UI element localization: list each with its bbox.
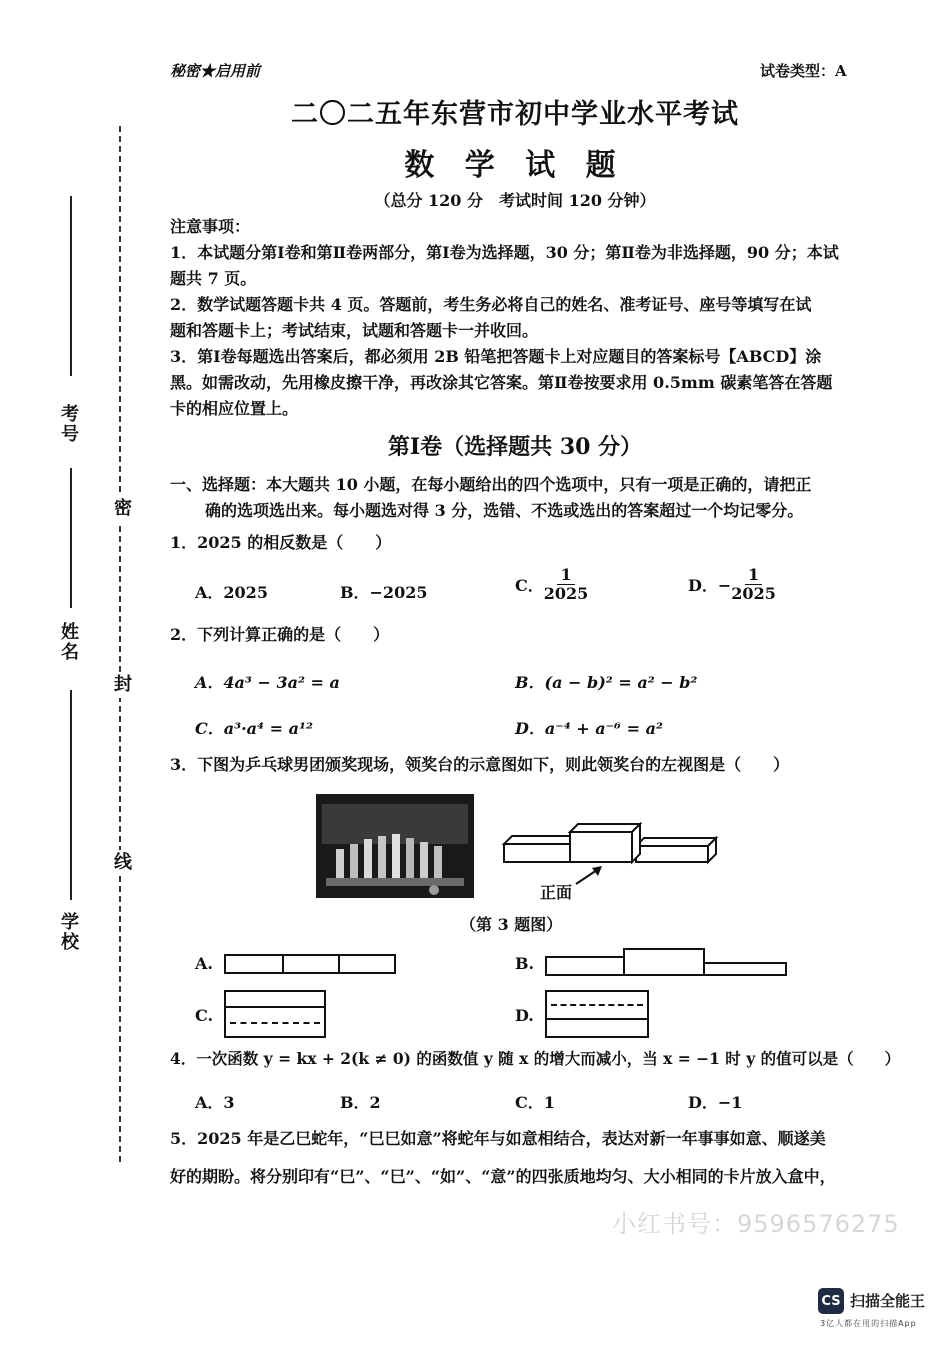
binding-label-feng: 封 xyxy=(111,674,132,694)
exam-no-label: 考号 xyxy=(58,404,79,444)
confidential-label: 秘密★启用前 xyxy=(170,62,261,80)
binding-label-xian: 线 xyxy=(111,852,132,872)
note-3-line-3: 卡的相应位置上。 xyxy=(170,399,299,418)
note-3-line-1: 3．第Ⅰ卷每题选出答案后，都必须用 2B 铅笔把答题卡上对应题目的答案标号【ABCD】涂 xyxy=(170,347,822,366)
q4-option-b: B．2 xyxy=(340,1093,381,1112)
q1-option-b: B．−2025 xyxy=(340,583,428,602)
q3-option-d: D. xyxy=(515,1006,534,1025)
note-1-line-1: 1．本试题分第Ⅰ卷和第Ⅱ卷两部分，第Ⅰ卷为选择题，30 分；第Ⅱ卷为非选择题，90 分；本试 xyxy=(170,243,839,262)
q1-option-d xyxy=(688,566,776,603)
q2-option-d: D．a⁻⁴ + a⁻⁶ = a² xyxy=(515,719,663,738)
note-1-line-2: 题共 7 页。 xyxy=(170,269,257,288)
part-1-instructions-line-1: 一、选择题：本大题共 10 小题，在每小题给出的四个选项中，只有一项是正确的，请把正 xyxy=(170,475,812,494)
binding-label-mi: 密 xyxy=(111,498,132,518)
q3-figure-caption: （第 3 题图） xyxy=(460,915,563,934)
q4-stem: 4．一次函数 y = kx + 2(k ≠ 0) 的函数值 y 随 x 的增大而减小，当 x = −1 时 y 的值可以是（ ） xyxy=(170,1049,901,1068)
q1-option-d-denominator: 2025 xyxy=(731,584,776,603)
q1-option-d-numerator: 1 xyxy=(745,566,762,585)
q3-option-d-figure xyxy=(545,990,649,1038)
paper-type-label: 试卷类型：A xyxy=(760,62,847,80)
subject-title: 数 学 试 题 xyxy=(404,148,626,183)
q4-option-c: C．1 xyxy=(515,1093,555,1112)
q3-option-a-figure xyxy=(224,954,396,974)
scanner-tagline: 3亿人都在用的扫描App xyxy=(820,1319,917,1328)
q4-option-a: A．3 xyxy=(195,1093,235,1112)
front-label: 正面 xyxy=(540,883,573,902)
notes-heading: 注意事项： xyxy=(170,217,251,236)
q2-stem: 2．下列计算正确的是（ ） xyxy=(170,625,390,644)
name-label: 姓名 xyxy=(58,622,79,662)
q2-option-b: B．(a − b)² = a² − b² xyxy=(515,673,698,692)
note-2-line-2: 题和答题卡上；考试结束，试题和答题卡一并收回。 xyxy=(170,321,539,340)
school-label: 学校 xyxy=(58,912,79,952)
q4-option-d: D．−1 xyxy=(688,1093,743,1112)
podium-photo xyxy=(316,794,474,898)
q1-option-c-denominator: 2025 xyxy=(543,584,589,603)
q3-option-b: B. xyxy=(515,954,535,973)
part-1-instructions-line-2: 确的选项选出来。每小题选对得 3 分，选错、不选或选出的答案超过一个均记零分。 xyxy=(205,501,804,520)
section-1-title: 第Ⅰ卷（选择题共 30 分） xyxy=(387,434,643,460)
q2-option-a: A．4a³ − 3a² = a xyxy=(195,673,340,692)
watermark-text: 小红书号：9596576275 xyxy=(612,1210,900,1238)
q3-option-b-figure-center xyxy=(623,948,705,976)
q3-option-c: C. xyxy=(195,1006,214,1025)
q5-line-2: 好的期盼。将分别印有“巳”、“巳”、“如”、“意”的四张质地均匀、大小相同的卡片放入盒中， xyxy=(170,1167,836,1186)
q1-option-d-fraction xyxy=(731,566,776,603)
q3-option-b-figure-right xyxy=(703,962,787,976)
q1-option-a: A．2025 xyxy=(195,583,268,602)
note-3-line-2: 黑。如需改动，先用橡皮擦干净，再改涂其它答案。第Ⅱ卷按要求用 0.5mm 碳素笔答在答题 xyxy=(170,373,833,392)
q1-option-c-numerator: 1 xyxy=(557,566,574,585)
q3-option-a: A. xyxy=(195,954,213,973)
q1-option-c-fraction xyxy=(544,566,589,603)
q3-option-b-figure-left xyxy=(545,956,625,976)
q1-stem: 1．2025 的相反数是（ ） xyxy=(170,533,392,552)
score-time: （总分 120 分 考试时间 120 分钟） xyxy=(374,191,656,210)
name-blank xyxy=(70,468,72,608)
q3-option-c-figure xyxy=(224,990,326,1038)
exam-title: 二〇二五年东营市初中学业水平考试 xyxy=(291,99,739,130)
q1-option-c xyxy=(515,566,588,603)
q5-line-1: 5．2025 年是乙巳蛇年，“巳巳如意”将蛇年与如意相结合，表达对新一年事事如意、顺遂美 xyxy=(170,1129,826,1148)
q3-stem: 3．下图为乒乓球男团颁奖现场，领奖台的示意图如下，则此领奖台的左视图是（ ） xyxy=(170,755,790,774)
q1-option-c-label: C． xyxy=(515,576,544,595)
podium-diagram xyxy=(498,822,720,892)
q1-option-d-label: D．− xyxy=(688,576,732,595)
binding-dashed-line xyxy=(119,126,121,1162)
scanner-app-name: 扫描全能王 xyxy=(850,1292,926,1310)
school-blank xyxy=(70,690,72,900)
exam-no-blank xyxy=(70,196,72,376)
q2-option-c: C．a³·a⁴ = a¹² xyxy=(195,719,313,738)
note-2-line-1: 2．数学试题答题卡共 4 页。答题前，考生务必将自己的姓名、准考证号、座号等填写在试 xyxy=(170,295,812,314)
scanner-logo-icon: CS xyxy=(818,1288,844,1314)
